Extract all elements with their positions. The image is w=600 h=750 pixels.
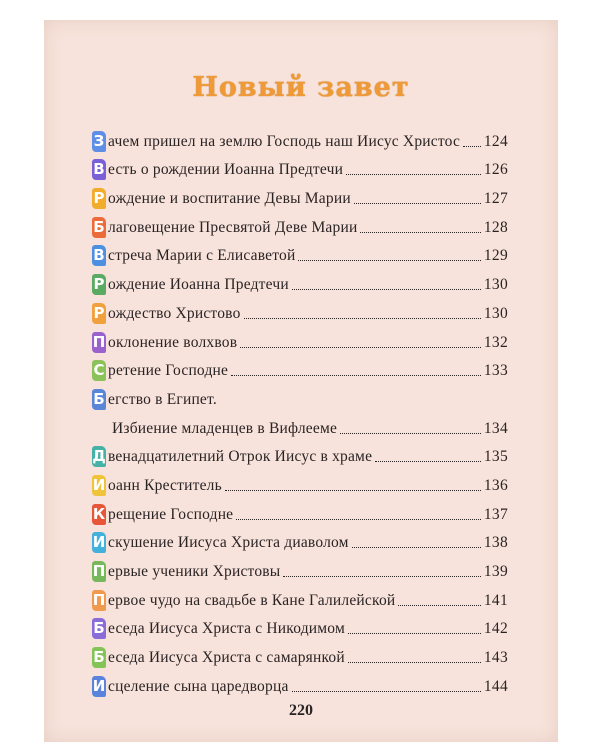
dot-leader bbox=[240, 347, 481, 348]
toc-entry-title: ождество Христово bbox=[108, 304, 241, 322]
toc-entry bbox=[92, 440, 508, 469]
toc-entry bbox=[92, 640, 508, 669]
toc-entry bbox=[92, 210, 508, 239]
toc-entry-title: венадцатилетний Отрок Иисус в храме bbox=[108, 448, 373, 466]
drop-cap-initial: С bbox=[93, 361, 105, 380]
toc-entry bbox=[92, 124, 508, 153]
toc-entry-page: 124 bbox=[483, 132, 508, 150]
dot-leader bbox=[463, 146, 481, 147]
dot-leader bbox=[340, 433, 481, 434]
dot-leader bbox=[298, 260, 480, 261]
toc-entry-page: 138 bbox=[483, 534, 508, 552]
toc-entry-title: Избиение младенцев в Вифлееме bbox=[112, 419, 338, 437]
drop-cap-initial: И bbox=[92, 475, 106, 494]
dot-leader bbox=[346, 174, 481, 175]
dot-leader bbox=[354, 203, 481, 204]
dot-leader bbox=[236, 519, 481, 520]
drop-cap-initial: И bbox=[92, 533, 106, 552]
toc-entry-page: 127 bbox=[483, 190, 508, 208]
toc-entry bbox=[92, 153, 508, 182]
drop-cap-initial: И bbox=[92, 676, 106, 695]
toc-entry-page: 137 bbox=[483, 505, 508, 523]
toc-entry-page: 142 bbox=[483, 620, 508, 638]
toc-entry-title: лаговещение Пресвятой Деве Марии bbox=[108, 218, 358, 236]
toc-entry-page: 128 bbox=[483, 218, 508, 236]
toc-entry-page: 129 bbox=[483, 247, 508, 265]
toc-entry-title: ервые ученики Христовы bbox=[108, 563, 281, 580]
toc-entry-page: 144 bbox=[483, 677, 508, 695]
drop-cap-initial: П bbox=[92, 562, 106, 580]
dot-leader bbox=[231, 375, 481, 376]
dot-leader bbox=[352, 547, 481, 548]
dot-leader bbox=[283, 576, 480, 577]
toc-entry-page: 135 bbox=[483, 448, 508, 466]
page-number: 220 bbox=[289, 702, 313, 719]
toc-entry bbox=[92, 325, 508, 354]
toc-entry bbox=[92, 526, 508, 555]
drop-cap-initial: П bbox=[92, 590, 106, 609]
toc-entry-page: 133 bbox=[483, 362, 508, 380]
drop-cap-initial: П bbox=[92, 332, 106, 351]
toc-entry-title: оклонение волхвов bbox=[108, 333, 238, 351]
toc-entry-title: сцеление сына царедворца bbox=[108, 677, 289, 695]
book-page bbox=[44, 20, 558, 742]
toc-entry-page: 134 bbox=[483, 419, 508, 437]
toc-entry-page: 139 bbox=[483, 563, 508, 580]
dot-leader bbox=[244, 318, 481, 319]
toc-entry bbox=[92, 181, 508, 210]
drop-cap-initial: Б bbox=[93, 648, 105, 667]
toc-entry bbox=[92, 554, 508, 583]
toc-entry-title: есть о рождении Иоанна Предтечи bbox=[108, 161, 344, 179]
toc-entry-title: еседа Иисуса Христа с Никодимом bbox=[108, 620, 345, 638]
toc-entry bbox=[92, 669, 508, 698]
toc-entry-page: 132 bbox=[483, 333, 508, 351]
toc-entry-title: еседа Иисуса Христа с самарянкой bbox=[108, 649, 345, 667]
section-heading: Новый завет bbox=[192, 72, 410, 103]
toc-entry bbox=[92, 382, 508, 411]
dot-leader bbox=[398, 605, 480, 606]
drop-cap-initial: Д bbox=[92, 447, 106, 466]
toc-entry bbox=[92, 583, 508, 612]
table-of-contents bbox=[92, 124, 508, 698]
toc-entry-title: оанн Креститель bbox=[108, 476, 222, 494]
drop-cap-initial: В bbox=[93, 160, 105, 179]
dot-leader bbox=[348, 633, 481, 634]
toc-entry bbox=[92, 267, 508, 296]
dot-leader bbox=[225, 490, 481, 491]
toc-entry-title: стреча Марии с Елисаветой bbox=[108, 247, 296, 265]
drop-cap-initial: Б bbox=[93, 217, 105, 236]
toc-entry-page: 130 bbox=[483, 276, 508, 294]
toc-entry-title: егство в Египет. bbox=[108, 390, 217, 408]
toc-entry-page: 143 bbox=[483, 649, 508, 667]
toc-entry-title: рещение Господне bbox=[108, 505, 234, 523]
toc-entry bbox=[92, 612, 508, 641]
toc-entry bbox=[92, 497, 508, 526]
toc-entry-title: ервое чудо на свадьбе в Кане Галилейской bbox=[108, 591, 396, 609]
drop-cap-initial: Б bbox=[93, 619, 105, 638]
dot-leader bbox=[292, 289, 481, 290]
toc-entry-page: 130 bbox=[483, 304, 508, 322]
toc-entry-page: 126 bbox=[483, 161, 508, 179]
drop-cap-initial: Р bbox=[93, 189, 105, 208]
toc-entry-title: скушение Иисуса Христа диаволом bbox=[108, 534, 349, 552]
drop-cap-initial: Р bbox=[93, 275, 105, 294]
toc-entry bbox=[92, 354, 508, 383]
toc-entry-title: ождение Иоанна Предтечи bbox=[108, 276, 289, 294]
drop-cap-initial: К bbox=[92, 504, 106, 523]
dot-leader bbox=[360, 232, 480, 233]
dot-leader bbox=[292, 691, 481, 692]
drop-cap-initial: Б bbox=[93, 389, 105, 408]
toc-entry bbox=[92, 239, 508, 268]
toc-entry-page: 141 bbox=[483, 591, 508, 609]
dot-leader bbox=[348, 662, 481, 663]
toc-entry-title: ретение Господне bbox=[108, 362, 229, 380]
toc-entry bbox=[92, 411, 508, 440]
toc-entry-page: 136 bbox=[483, 476, 508, 494]
toc-entry bbox=[92, 296, 508, 325]
drop-cap-initial: В bbox=[93, 246, 105, 265]
drop-cap-initial: З bbox=[93, 131, 105, 150]
dot-leader bbox=[375, 461, 481, 462]
toc-entry bbox=[92, 468, 508, 497]
toc-entry-title: ачем пришел на землю Господь наш Иисус Христос bbox=[108, 132, 461, 150]
drop-cap-initial: Р bbox=[93, 303, 105, 322]
toc-entry-title: ождение и воспитание Девы Марии bbox=[108, 190, 351, 208]
